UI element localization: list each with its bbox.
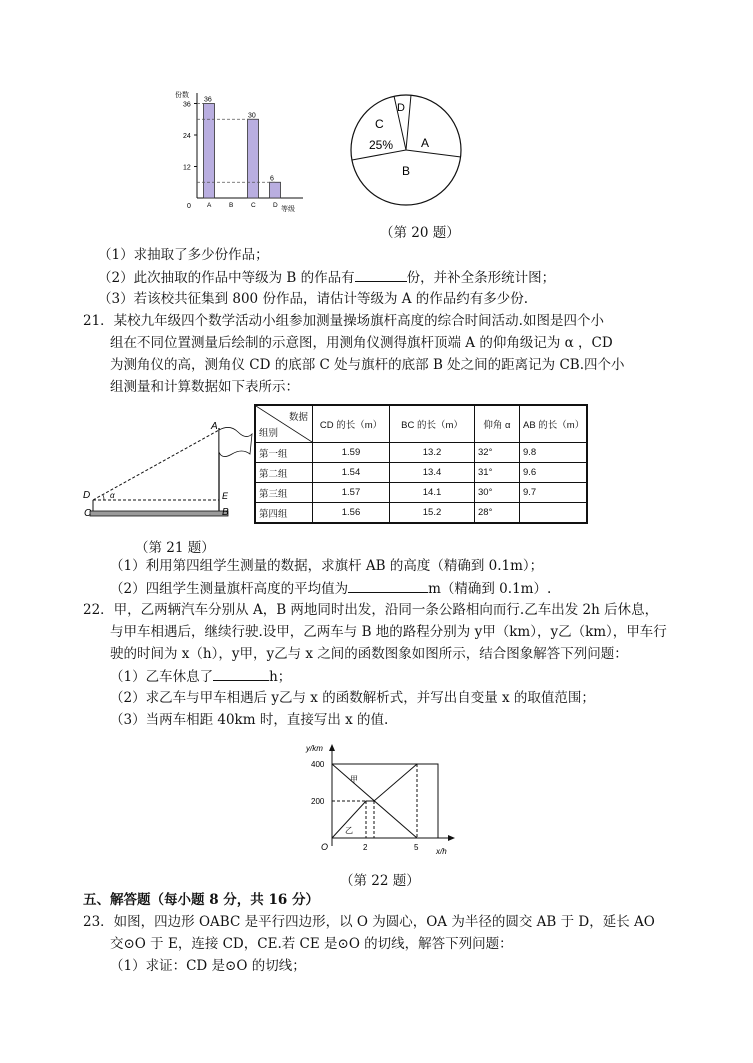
point-b: B <box>222 507 229 518</box>
corner-top-label: 数据 <box>288 412 308 423</box>
category-label: A <box>207 202 212 209</box>
tick-400: 400 <box>311 760 325 769</box>
q23-part1: （1）求证：CD 是⊙O 的切线； <box>110 958 306 974</box>
flagpole-diagram <box>82 418 254 526</box>
table-corner-cell <box>255 405 313 443</box>
point-c: C <box>84 508 92 519</box>
bar-value-label: 30 <box>248 112 256 120</box>
y-axis-arrow <box>329 744 335 751</box>
table-cell: 第一组 <box>255 443 313 463</box>
table-cell: 15.2 <box>390 503 475 524</box>
y-tick-label: 36 <box>183 101 191 109</box>
answer-blank[interactable] <box>213 667 269 681</box>
q22-caption: （第 22 题） <box>340 873 420 889</box>
q21-part1: （1）利用第四组学生测量的数据，求旗杆 AB 的高度（精确到 0.1m）； <box>110 558 544 574</box>
table-header: CD 的长（m） <box>313 405 390 443</box>
table-cell: 14.1 <box>390 483 475 503</box>
distance-time-graph <box>300 742 460 858</box>
table-cell: 30° <box>475 483 520 503</box>
tick-x5: 5 <box>414 843 419 852</box>
q22-part2: （2）求乙车与甲车相遇后 y乙与 x 的函数解析式，并写出自变量 x 的取值范围； <box>110 690 595 706</box>
label-jia: 甲 <box>350 775 358 784</box>
origin-label: 0 <box>187 203 191 210</box>
table-cell: 第四组 <box>255 503 313 524</box>
tick-x2: 2 <box>363 843 368 852</box>
pie-label-b: B <box>402 164 411 178</box>
angle-arc <box>103 495 104 500</box>
q21-caption: （第 21 题） <box>135 540 215 556</box>
q23-text-2: 交⊙O 于 E，连接 CD，CE.若 CE 是⊙O 的切线，解答下列问题： <box>110 936 513 952</box>
x-axis-label: 等级 <box>281 206 295 213</box>
table-row <box>255 503 587 524</box>
q22-part1: （1）乙车休息了 h； <box>110 669 292 685</box>
q21-text-4: 组测量和计算数据如下表所示： <box>110 379 299 395</box>
q22-text-3: 驶的时间为 x（h），y甲，y乙与 x 之间的函数图象如图所示，结合图象解答下列问题： <box>110 646 628 662</box>
point-e: E <box>222 491 229 501</box>
pie-label-c-pct: 25% <box>369 138 394 152</box>
table-row <box>255 483 587 503</box>
table-cell: 第三组 <box>255 483 313 503</box>
section-5-title: 五、解答题（每小题 8 分，共 16 分） <box>83 892 319 908</box>
table-row <box>255 463 587 483</box>
table-cell <box>520 503 588 524</box>
bar-a <box>204 104 215 199</box>
table-cell: 1.54 <box>313 463 390 483</box>
category-label: D <box>273 202 278 209</box>
q22-text-2: 与甲车相遇后，继续行驶.设甲，乙两车与 B 地的路程分别为 y甲（km），y乙（km），甲车行 <box>110 624 667 640</box>
q20-part2: （2）此次抽取的作品中等级为 B 的作品有 份，并补全条形统计图； <box>98 270 556 286</box>
bar-value-label: 36 <box>204 96 212 104</box>
table-cell: 第二组 <box>255 463 313 483</box>
origin-o: O <box>321 842 329 852</box>
table-cell: 13.4 <box>390 463 475 483</box>
q22-part3: （3）当两车相距 40km 时，直接写出 x 的值. <box>110 712 389 728</box>
q23-text-1: 23．如图，四边形 OABC 是平行四边形，以 O 为圆心，OA 为半径的圆交 AB 于 D，延长 AO <box>83 914 655 930</box>
pie-label-a: A <box>421 136 430 150</box>
ground <box>90 511 228 516</box>
bar-c <box>248 119 259 198</box>
label-yi: 乙 <box>345 826 353 835</box>
table-cell: 31° <box>475 463 520 483</box>
table-row <box>255 443 587 463</box>
y-tick-label: 24 <box>183 133 191 140</box>
x-axis-arrow <box>448 835 455 841</box>
table-cell: 9.6 <box>520 463 588 483</box>
table-cell: 9.7 <box>520 483 588 503</box>
table-cell: 9.8 <box>520 443 588 463</box>
table-cell: 13.2 <box>390 443 475 463</box>
pie-chart <box>347 94 465 206</box>
table-header: BC 的长（m） <box>390 405 475 443</box>
y-axis-label: 份数 <box>175 92 189 99</box>
graph-y-label: y/km <box>306 744 323 753</box>
answer-blank[interactable] <box>355 268 407 282</box>
table-cell: 28° <box>475 503 520 524</box>
point-a: A <box>211 421 218 432</box>
answer-blank[interactable] <box>348 579 428 593</box>
table-cell: 1.59 <box>313 443 390 463</box>
table-header: AB 的长（m） <box>520 405 588 443</box>
bar-chart <box>165 85 305 215</box>
category-label: B <box>229 202 234 209</box>
q20-part3: （3）若该校共征集到 800 份作品，请估计等级为 A 的作品约有多少份. <box>98 291 529 307</box>
q20-part1: （1）求抽取了多少份作品； <box>98 247 269 263</box>
sightline <box>93 430 219 500</box>
q21-part2: （2）四组学生测量旗杆高度的平均值为 m（精确到 0.1m）. <box>110 581 552 597</box>
tick-200: 200 <box>311 797 325 806</box>
q22-text-1: 22．甲，乙两辆汽车分别从 A，B 两地同时出发，沿同一条公路相向而行.乙车出发 2h 后休息， <box>83 602 659 618</box>
corner-bottom-label: 组别 <box>259 428 279 439</box>
point-d: D <box>83 490 91 501</box>
q21-data-table <box>254 404 588 524</box>
graph-x-label: x/h <box>436 847 447 856</box>
bar-d <box>270 182 281 198</box>
category-label: C <box>251 202 256 209</box>
pie-label-d: D <box>397 102 405 114</box>
q20-caption: （第 20 题） <box>380 225 460 241</box>
q21-text-2: 组在不同位置测量后绘制的示意图，用测角仪测得旗杆顶端 A 的仰角级记为 α ，CD <box>110 335 613 351</box>
pie-label-c: C <box>375 117 384 131</box>
bar-value-label: 6 <box>270 175 274 183</box>
alpha-label: α <box>110 491 115 500</box>
table-header: 仰角 α <box>475 405 520 443</box>
table-cell: 1.56 <box>313 503 390 524</box>
flag <box>219 427 252 456</box>
q21-text-3: 为测角仪的高，测角仪 CD 的底部 C 处与旗杆的底部 B 处之间的距离记为 CB.四个小 <box>110 357 625 373</box>
q21-text-1: 21．某校九年级四个数学活动小组参加测量操场旗杆高度的综合时间活动.如图是四个小 <box>83 313 604 329</box>
y-tick-label: 12 <box>183 164 191 172</box>
table-cell: 1.57 <box>313 483 390 503</box>
table-cell: 32° <box>475 443 520 463</box>
